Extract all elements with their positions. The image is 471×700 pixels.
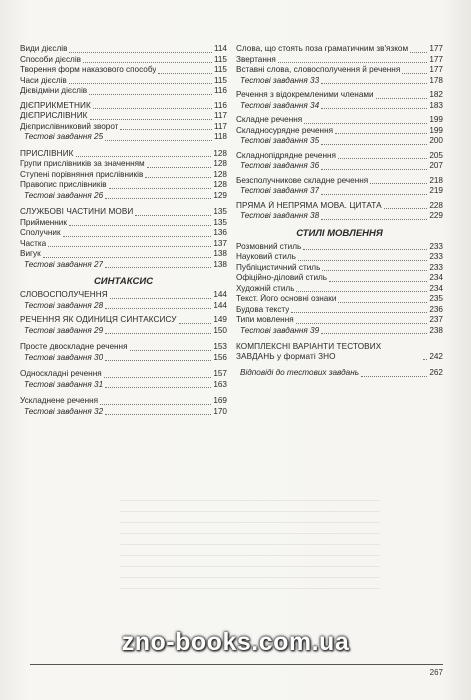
page-number: 267 [429,668,443,677]
toc-entry[interactable] [236,115,443,126]
toc-entry[interactable] [20,149,227,160]
section-heading: СТИЛІ МОВЛЕННЯ [296,227,383,239]
dot-leader [83,62,212,63]
toc-entry-title: Дієприслівниковий зворот [20,121,119,131]
dot-leader [303,249,427,250]
toc-entry-title: Тестові завдання 26 [24,190,104,200]
footer-rule [30,664,443,665]
toc-entry-title: ПРИСЛІВНИК [20,148,74,158]
toc-entry[interactable] [20,260,227,271]
toc-entry[interactable] [236,315,443,326]
dot-leader [120,129,211,130]
toc-entry-page: 129 [213,190,227,200]
toc-entry[interactable] [20,326,227,337]
toc-entry-title: ПРЯМА Й НЕПРЯМА МОВА. ЦИТАТА [236,200,382,210]
toc-entry-title: СЛУЖБОВІ ЧАСТИНИ МОВИ [20,207,134,216]
toc-entry[interactable] [236,252,443,263]
toc-entry-page: 150 [213,325,227,335]
toc-entry-title: ДІЄПРИСЛІВНИК [20,111,88,120]
toc-entry-title: Тестові завдання 33 [240,75,320,85]
toc-entry[interactable] [20,86,227,97]
toc-entry-title: Звертання [236,54,276,64]
toc-left-column [20,44,227,417]
toc-entry-page: 228 [429,200,443,210]
toc-entry-page: 128 [213,169,227,179]
toc-entry-page: 128 [213,180,227,189]
dot-leader [321,333,427,334]
toc-entry-title: Творення форм наказового способу [20,65,157,74]
toc-entry-title: Розмовний стиль [236,241,302,251]
toc-entry-page: 205 [429,150,443,160]
toc-entry[interactable] [236,211,443,222]
toc-entry-title: Тестові завдання 38 [240,211,320,220]
dot-leader [90,119,212,120]
toc-entry[interactable] [20,170,227,181]
toc-entry-page: 237 [429,315,443,324]
toc-entry-title: Речення з відокремленими членами [236,90,374,99]
toc-entry[interactable] [236,176,443,187]
dot-leader [321,144,427,145]
toc-entry[interactable] [20,159,227,170]
dot-leader [361,376,427,377]
toc-entry-title: Тестові завдання 29 [24,325,104,335]
toc-entry[interactable] [20,207,227,218]
toc-entry[interactable] [236,136,443,147]
toc-entry-page: 177 [429,54,443,64]
toc-entry-page: 234 [429,273,443,282]
dot-leader [69,52,211,53]
toc-entry-page: 114 [213,44,227,53]
dot-leader [147,167,212,168]
dot-leader [105,387,211,388]
dot-leader [69,225,211,226]
dot-leader [105,414,211,415]
toc-entry-page: 207 [429,161,443,170]
toc-entry-page: 144 [213,290,227,299]
dot-leader [69,83,212,84]
toc-entry[interactable] [20,191,227,202]
toc-entry-title: Тестові завдання 35 [240,136,320,145]
toc-entry-title: Односкладні речення [20,369,102,378]
toc-entry-title: Безсполучникове складне речення [236,175,369,185]
toc-entry[interactable] [20,218,227,229]
toc-entry-title: Відповіді до тестових завдань [240,368,360,377]
dot-leader [376,98,428,99]
toc-entry-page: 219 [429,186,443,195]
dot-leader [321,108,427,109]
toc-entry-title: Ступені порівняння прислівників [20,169,144,179]
toc-entry-page: 177 [429,44,443,53]
toc-entry-page: 182 [429,90,443,99]
toc-entry-title: Просте двоскладне речення [20,342,128,351]
dot-leader [410,52,427,53]
dot-leader [291,312,427,313]
toc-entry-title: Офіційно-діловий стиль [236,273,328,282]
toc-entry[interactable] [20,122,227,133]
toc-entry-page: 118 [213,132,227,141]
toc-entry-page: 218 [429,175,443,185]
dot-leader [338,158,427,159]
toc-entry[interactable] [20,407,227,418]
toc-entry-page: 242 [429,351,443,361]
toc-entry-page: 234 [429,283,443,293]
dot-leader [105,360,211,361]
dot-leader [278,62,428,63]
dot-leader [76,156,212,157]
toc-entry[interactable] [20,111,227,122]
toc-entry[interactable] [20,315,227,326]
toc-entry-title: Тестові завдання 32 [24,406,104,416]
toc-entry[interactable] [20,180,227,191]
toc-entry[interactable] [20,369,227,380]
toc-entry-page: 144 [213,300,227,310]
toc-entry-page: 236 [429,304,443,314]
toc-entry[interactable] [20,228,227,239]
toc-entry-title: Слова, що стоять поза граматичним зв'язком [236,44,409,53]
toc-entry-title: Прийменник [20,217,67,227]
dot-leader [100,404,211,405]
toc-entry-page: 138 [213,249,227,258]
dot-leader [93,108,212,109]
dot-leader [158,73,211,74]
toc-entry[interactable] [20,301,227,312]
toc-entry-title: ДІЄПРИКМЕТНИК [20,100,91,110]
toc-entry[interactable] [236,161,443,172]
toc-entry-title: Вставні слова, словосполучення й речення [236,65,401,74]
toc-entry-title: Тестові завдання 30 [24,352,104,362]
dot-leader [135,215,211,216]
dot-leader [105,267,211,268]
toc-entry-page: 116 [213,100,227,110]
toc-entry[interactable] [20,396,227,407]
toc-right-column [236,44,443,379]
dot-leader [423,359,427,360]
section-heading: СИНТАКСИС [93,276,154,287]
toc-entry-title: Будова тексту [236,304,290,314]
toc-entry-page: 170 [213,406,227,416]
dot-leader [298,260,427,261]
toc-entry[interactable] [20,132,227,143]
dot-leader [321,83,427,84]
toc-entry[interactable] [20,65,227,76]
toc-entry-title: Художній стиль [236,283,295,293]
toc-entry-title: Типи мовлення [236,315,294,324]
toc-entry[interactable] [20,55,227,66]
dot-leader [296,323,428,324]
toc-entry[interactable] [20,290,227,301]
toc-entry-title: Часи дієслів [20,75,67,85]
toc-entry-title: Групи прислівників за значенням [20,159,145,168]
toc-entry-page: 149 [213,315,227,324]
toc-entry[interactable] [236,76,443,87]
toc-entry-page: 233 [429,252,443,261]
toc-entry[interactable] [236,186,443,197]
toc-entry-page: 229 [429,211,443,220]
toc-entry[interactable] [20,249,227,260]
dot-leader [63,236,212,237]
toc-entry[interactable] [236,368,443,379]
dot-leader [130,350,212,351]
toc-entry[interactable] [236,263,443,274]
toc-entry[interactable] [236,326,443,337]
toc-entry-page: 115 [213,54,227,64]
toc-entry-page: 138 [213,259,227,269]
toc-entry[interactable] [20,76,227,87]
toc-entry-page: 153 [213,342,227,351]
dot-leader [321,194,427,195]
toc-entry-title: Тестові завдання 25 [24,132,104,141]
toc-entry-title: СЛОВОСПОЛУЧЕННЯ [20,290,108,299]
toc-entry[interactable] [236,201,443,212]
toc-entry-page: 116 [213,86,227,95]
dot-leader [329,281,427,282]
toc-entry-title: Тестові завдання 39 [240,325,320,335]
toc-entry[interactable] [236,305,443,316]
dot-leader [179,323,212,324]
toc-entry-title: Способи дієслів [20,54,81,64]
toc-entry-title: Складне речення [236,115,303,124]
toc-entry-title: Правопис прислівників [20,180,107,189]
toc-entry-page: 183 [429,100,443,110]
dot-leader [335,133,427,134]
watermark: zno-books.com.ua [121,628,350,656]
toc-entry-title: Тестові завдання 28 [24,300,104,310]
toc-entry-title: КОМПЛЕКСНІ ВАРІАНТИ ТЕСТОВИХ ЗАВДАНЬ у форматі ЗНО [236,342,382,361]
toc-entry-page: 163 [213,379,227,389]
toc-entry-page: 178 [429,75,443,85]
toc-entry-page: 238 [429,325,443,335]
toc-entry-title: Дієвідміни дієслів [20,86,88,95]
dot-leader [370,183,427,184]
toc-entry[interactable] [20,44,227,55]
toc-entry-title: Науковий стиль [236,252,296,261]
toc-entry-title: Тестові завдання 37 [240,186,320,195]
toc-entry-page: 137 [213,238,227,248]
dot-leader [110,298,212,299]
dot-leader [43,257,212,258]
toc-entry-page: 128 [213,148,227,158]
toc-entry-title: Сполучник [20,228,61,237]
toc-entry-title: Тестові завдання 34 [240,100,320,110]
toc-entry[interactable] [236,151,443,162]
toc-entry-page: 233 [429,262,443,272]
toc-entry[interactable] [20,353,227,364]
toc-entry-title: РЕЧЕННЯ ЯК ОДИНИЦЯ СИНТАКСИСУ [20,315,177,324]
toc-entry-page: 128 [213,159,227,168]
dot-leader [105,333,211,334]
toc-entry-title: Складносурядне речення [236,125,334,135]
dot-leader [304,123,427,124]
toc-entry-page: 262 [429,368,443,377]
toc-entry-title: Складнопідрядне речення [236,150,336,160]
dot-leader [321,169,427,170]
toc-entry[interactable] [20,342,227,353]
toc-entry-page: 169 [213,396,227,405]
toc-entry-title: Частка [20,238,47,248]
toc-entry-page: 117 [213,111,227,120]
dot-leader [109,188,212,189]
toc-entry-title: Тестові завдання 27 [24,259,104,269]
dot-leader [338,302,427,303]
toc-entry[interactable] [236,242,443,253]
toc-entry-page: 117 [213,121,227,131]
dot-leader [48,246,211,247]
toc-entry[interactable] [20,239,227,250]
bleed-through-text [120,500,380,590]
toc-entry[interactable] [236,101,443,112]
toc-entry[interactable] [20,380,227,391]
toc-entry-page: 177 [429,65,443,74]
toc-entry[interactable] [236,126,443,137]
toc-entry-page: 199 [429,125,443,135]
toc-entry[interactable] [20,101,227,112]
toc-entry-title: Тестові завдання 36 [240,161,320,170]
dot-leader [89,94,212,95]
toc-entry[interactable] [236,342,443,362]
toc-entry-title: Текст. Його основні ознаки [236,294,337,303]
toc-entry-page: 135 [213,207,227,216]
dot-leader [321,219,427,220]
toc-entry-title: Види дієслів [20,44,68,53]
dot-leader [322,270,427,271]
toc-entry-page: 199 [429,115,443,124]
toc-entry-title: Ускладнене речення [20,396,99,405]
toc-entry-page: 136 [213,228,227,237]
dot-leader [145,177,211,178]
toc-entry[interactable] [236,44,443,55]
toc-entry-page: 200 [429,136,443,145]
dot-leader [105,198,211,199]
toc-entry-page: 135 [213,217,227,227]
dot-leader [296,291,427,292]
toc-entry-title: Тестові завдання 31 [24,379,104,389]
toc-entry-page: 115 [213,65,227,74]
toc-entry[interactable] [236,90,443,101]
toc-entry-title: Вигук [20,249,41,258]
toc-entry-page: 156 [213,352,227,362]
toc-entry[interactable] [236,65,443,76]
dot-leader [105,308,211,309]
toc-entry-page: 235 [429,294,443,303]
toc-entry[interactable] [236,284,443,295]
toc-entry[interactable] [236,273,443,284]
toc-entry[interactable] [236,294,443,305]
toc-entry-page: 157 [213,369,227,378]
dot-leader [402,73,427,74]
toc-entry[interactable] [236,55,443,66]
toc-entry-title: Публіцистичний стиль [236,262,321,272]
dot-leader [384,208,428,209]
toc-entry-page: 233 [429,241,443,251]
toc-entry-page: 115 [213,75,227,85]
dot-leader [104,377,212,378]
dot-leader [105,140,212,141]
